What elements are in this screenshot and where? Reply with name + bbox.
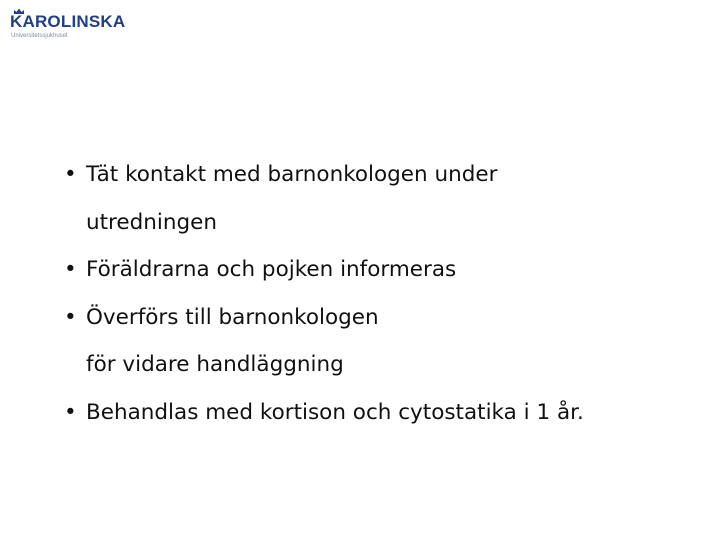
bullet-continuation: [64, 341, 704, 389]
karolinska-logo: [10, 8, 130, 40]
bullet-text: Överförs till barnonkologen: [86, 304, 379, 330]
logo-wordmark: KAROLINSKA: [10, 12, 126, 31]
bullet-marker: •: [64, 162, 77, 187]
bullet-text: för vidare handläggning: [86, 352, 344, 377]
bullet-marker: •: [64, 399, 77, 425]
bullet-marker: •: [64, 257, 77, 282]
bullet-continuation: [64, 199, 704, 247]
bullet-text: Tät kontakt med barnonkologen under: [86, 162, 498, 187]
bullet-list: [64, 151, 704, 436]
bullet-text: utredningen: [86, 209, 218, 235]
bullet-item: [64, 389, 704, 437]
bullet-item: [64, 246, 704, 294]
logo-subtitle: Universitetssjukhuset: [11, 33, 68, 39]
bullet-marker: •: [64, 304, 77, 330]
bullet-item: [64, 151, 704, 199]
bullet-text: Föräldrarna och pojken informeras: [86, 257, 457, 282]
bullet-item: [64, 294, 704, 342]
bullet-text: Behandlas med kortison och cytostatika i 1 år.: [86, 399, 584, 425]
